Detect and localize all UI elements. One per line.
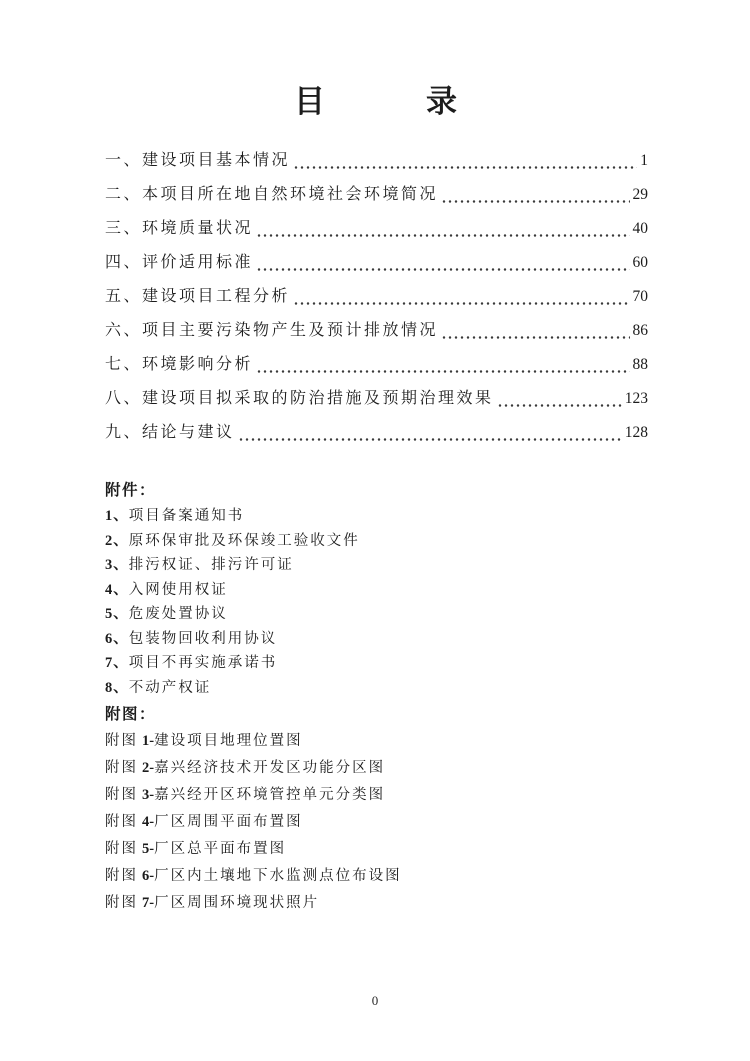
figures-list	[105, 728, 648, 917]
toc-entry-label: 六、项目主要污染物产生及预计排放情况	[105, 322, 439, 339]
toc-entry[interactable]	[105, 280, 648, 314]
attachment-item	[105, 578, 648, 603]
attachment-item	[105, 651, 648, 676]
footer-page-number: 0	[371, 993, 379, 1008]
figure-prefix: 附图	[105, 760, 138, 776]
toc-page-number: 88	[632, 356, 648, 373]
figure-number: 4-	[142, 814, 155, 830]
toc-entry[interactable]	[105, 144, 648, 178]
figure-number: 2-	[142, 760, 155, 776]
figure-label: 厂区周围平面布置图	[154, 814, 303, 830]
toc-entry-label: 五、建设项目工程分析	[105, 288, 291, 305]
figure-prefix: 附图	[105, 868, 138, 884]
toc-entry-label: 三、环境质量状况	[105, 220, 254, 237]
toc-entry[interactable]	[105, 314, 648, 348]
toc-leader-dots	[441, 336, 629, 339]
toc-leader-dots	[293, 302, 629, 305]
attachment-number: 6、	[105, 630, 129, 647]
figure-prefix: 附图	[105, 814, 138, 830]
attachment-label: 入网使用权证	[128, 581, 228, 598]
toc-page-number: 60	[632, 254, 648, 271]
attachment-item	[105, 602, 648, 627]
attachment-number: 3、	[105, 557, 129, 573]
attachment-label: 项目不再实施承诺书	[128, 655, 278, 671]
toc-leader-dots	[441, 200, 629, 203]
attachment-number: 4、	[105, 581, 129, 598]
toc-entry[interactable]	[105, 382, 648, 416]
figures-heading: 附图：	[105, 706, 157, 723]
toc-entry-label: 四、评价适用标准	[105, 254, 254, 271]
figure-label: 嘉兴经济技术开发区功能分区图	[154, 760, 386, 776]
attachment-label: 原环保审批及环保竣工验收文件	[128, 532, 360, 549]
toc-page-number: 70	[632, 288, 648, 305]
toc-leader-dots	[256, 268, 629, 271]
toc-entry-label: 一、建设项目基本情况	[105, 152, 291, 169]
attachment-item	[105, 627, 648, 652]
attachment-number: 8、	[105, 679, 129, 696]
toc-entry-label: 九、结论与建议	[105, 424, 235, 441]
toc-page-number: 123	[624, 390, 648, 407]
attachment-item	[105, 529, 648, 554]
toc-leader-dots	[238, 438, 622, 441]
figure-item	[105, 890, 648, 917]
toc-page-number: 86	[632, 322, 648, 339]
figure-item	[105, 728, 648, 755]
figure-label: 嘉兴经开区环境管控单元分类图	[154, 787, 386, 803]
toc-leader-dots	[256, 234, 629, 237]
attachment-label: 排污权证、排污许可证	[128, 557, 294, 573]
figure-number: 6-	[142, 868, 155, 884]
figure-prefix: 附图	[105, 733, 138, 749]
figure-label: 厂区总平面布置图	[154, 841, 287, 857]
figure-prefix: 附图	[105, 787, 138, 803]
attachment-label: 包装物回收利用协议	[128, 630, 278, 647]
toc-leader-dots	[256, 370, 629, 373]
attachment-label: 不动产权证	[128, 679, 212, 696]
figure-item	[105, 836, 648, 863]
attachment-label: 危废处置协议	[128, 606, 228, 622]
figure-number: 1-	[142, 733, 155, 749]
page-title: 目 录	[294, 84, 459, 119]
figure-item	[105, 863, 648, 890]
attachments-list	[105, 504, 648, 700]
toc-entry-label: 八、建设项目拟采取的防治措施及预期治理效果	[105, 390, 494, 407]
toc-page-number: 40	[632, 220, 648, 237]
toc-page-number: 128	[624, 424, 648, 441]
toc-entry[interactable]	[105, 212, 648, 246]
attachment-item	[105, 676, 648, 701]
figure-label: 建设项目地理位置图	[154, 733, 303, 749]
attachment-item	[105, 553, 648, 578]
attachment-number: 2、	[105, 532, 129, 549]
toc-page-number: 29	[632, 186, 648, 203]
figure-prefix: 附图	[105, 895, 138, 911]
figure-label: 厂区周围环境现状照片	[154, 895, 320, 911]
toc-leader-dots	[497, 404, 622, 407]
toc-entry[interactable]	[105, 246, 648, 280]
figure-item	[105, 809, 648, 836]
toc-leader-dots	[293, 166, 637, 169]
toc-entry[interactable]	[105, 348, 648, 382]
attachment-item	[105, 504, 648, 529]
toc-list	[105, 144, 648, 450]
figure-label: 厂区内土壤地下水监测点位布设图	[154, 868, 402, 884]
toc-page-number: 1	[640, 152, 648, 169]
toc-entry[interactable]	[105, 178, 648, 212]
attachment-label: 项目备案通知书	[128, 508, 245, 524]
toc-entry-label: 二、本项目所在地自然环境社会环境简况	[105, 186, 439, 203]
attachment-number: 1、	[105, 508, 129, 524]
attachment-number: 7、	[105, 655, 129, 671]
toc-entry[interactable]	[105, 416, 648, 450]
figure-prefix: 附图	[105, 841, 138, 857]
toc-entry-label: 七、环境影响分析	[105, 356, 254, 373]
figure-item	[105, 755, 648, 782]
attachments-heading: 附件：	[105, 482, 157, 499]
attachment-number: 5、	[105, 606, 129, 622]
figure-number: 3-	[142, 787, 155, 803]
figure-number: 5-	[142, 841, 155, 857]
figure-item	[105, 782, 648, 809]
figure-number: 7-	[142, 895, 155, 911]
